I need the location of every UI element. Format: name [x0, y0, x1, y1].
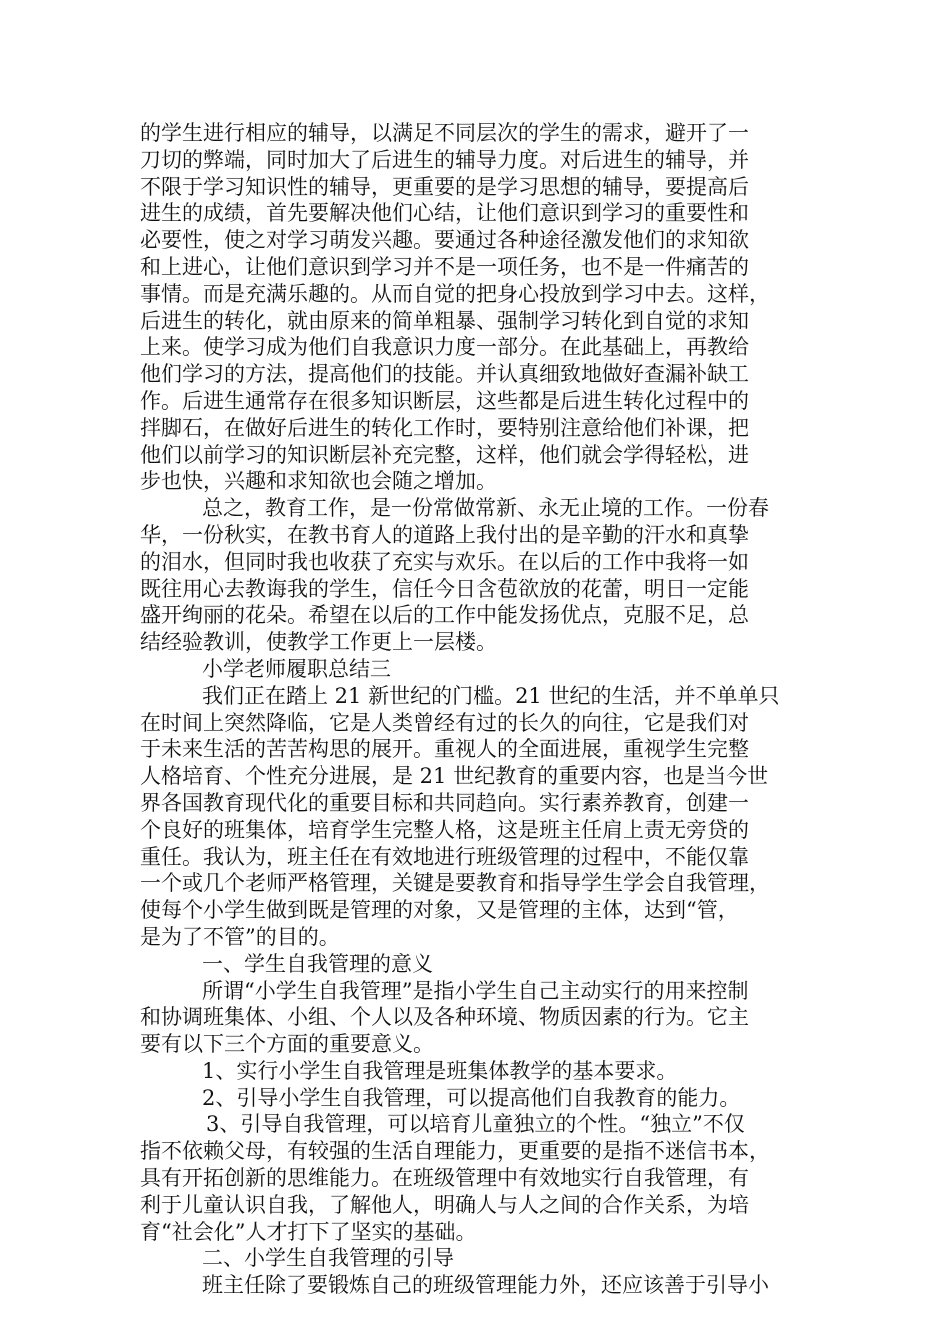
- text-line: 育“社会化”人才打下了坚实的基础。: [140, 1219, 477, 1244]
- text-line: 重任。我认为，班主任在有效地进行班级管理的过程中，不能仅靠: [140, 844, 749, 869]
- text-line: 他们以前学习的知识断层补充完整，这样，他们就会学得轻松，进: [140, 442, 749, 467]
- text-line: 和上进心，让他们意识到学习并不是一项任务，也不是一件痛苦的: [140, 254, 749, 279]
- document-body: [140, 120, 820, 1299]
- text-line: 既往用心去教诲我的学生，信任今日含苞欲放的花蕾，明日一定能: [140, 576, 749, 601]
- text-line: 不限于学习知识性的辅导，更重要的是学习思想的辅导，要提高后: [140, 174, 749, 199]
- text-line: 指不依赖父母，有较强的生活自理能力，更重要的是指不迷信书本，: [140, 1139, 770, 1164]
- text-line: 和协调班集体、小组、个人以及各种环境、物质因素的行为。它主: [140, 1005, 749, 1030]
- text-line: 必要性，使之对学习萌发兴趣。要通过各种途径激发他们的求知欲: [140, 228, 749, 253]
- text-line: 是为了不管”的目的。: [140, 924, 340, 949]
- text-line: 的泪水，但同时我也收获了充实与欢乐。在以后的工作中我将一如: [140, 549, 749, 574]
- text-line: 总之，教育工作，是一份常做常新、永无止境的工作。一份春: [202, 496, 769, 521]
- text-line: 一、学生自我管理的意义: [202, 951, 433, 976]
- text-line: 1、实行小学生自我管理是班集体教学的基本要求。: [202, 1058, 678, 1083]
- text-line: 人格培育、个性充分进展，是 21 世纪教育的重要内容，也是当今世: [140, 764, 769, 789]
- text-line: 后进生的转化，就由原来的简单粗暴、强制学习转化到自觉的求知: [140, 308, 749, 333]
- text-line: 于未来生活的苦苦构思的展开。重视人的全面进展，重视学生完整: [140, 737, 749, 762]
- text-line: 3、引导自我管理，可以培育儿童独立的个性。“独立”不仅: [206, 1112, 745, 1137]
- text-line: 小学老师履职总结三: [202, 656, 391, 681]
- text-line: 在时间上突然降临，它是人类曾经有过的长久的向往，它是我们对: [140, 710, 749, 735]
- text-line: 结经验教训，使教学工作更上一层楼。: [140, 630, 497, 655]
- text-line: 二、小学生自我管理的引导: [202, 1246, 454, 1271]
- text-line: 华，一份秋实，在教书育人的道路上我付出的是辛勤的汗水和真挚: [140, 522, 749, 547]
- text-line: 作。后进生通常存在很多知识断层，这些都是后进生转化过程中的: [140, 388, 749, 413]
- text-line: 具有开拓创新的思维能力。在班级管理中有效地实行自我管理，有: [140, 1166, 749, 1191]
- text-line: 班主任除了要锻炼自己的班级管理能力外，还应该善于引导小: [202, 1273, 769, 1298]
- text-line: 的学生进行相应的辅导，以满足不同层次的学生的需求，避开了一: [140, 121, 749, 145]
- text-line: 上来。使学习成为他们自我意识力度一部分。在此基础上，再教给: [140, 335, 749, 360]
- text-line: 一个或几个老师严格管理，关键是要教育和指导学生学会自我管理，: [140, 871, 770, 896]
- text-line: 要有以下三个方面的重要意义。: [140, 1032, 434, 1057]
- text-line: 盛开绚丽的花朵。希望在以后的工作中能发扬优点，克服不足，总: [140, 603, 749, 628]
- text-line: 进生的成绩，首先要解决他们心结，让他们意识到学习的重要性和: [140, 201, 749, 226]
- text-line: 2、引导小学生自我管理，可以提高他们自我教育的能力。: [202, 1085, 741, 1110]
- text-line: 使每个小学生做到既是管理的对象，又是管理的主体，达到“管，: [140, 898, 739, 923]
- text-line: 他们学习的方法，提高他们的技能。并认真细致地做好查漏补缺工: [140, 362, 749, 387]
- text-line: 步也快，兴趣和求知欲也会随之增加。: [140, 469, 497, 494]
- text-line: 界各国教育现代化的重要目标和共同趋向。实行素养教育，创建一: [140, 790, 749, 815]
- text-line: 刀切的弊端，同时加大了后进生的辅导力度。对后进生的辅导，并: [140, 147, 749, 172]
- text-line: 个良好的班集体，培育学生完整人格，这是班主任肩上责无旁贷的: [140, 817, 749, 842]
- text-line: 拌脚石，在做好后进生的转化工作时，要特别注意给他们补课，把: [140, 415, 749, 440]
- text-line: 我们正在踏上 21 新世纪的门槛。21 世纪的生活，并不单单只: [202, 683, 780, 708]
- text-line: 利于儿童认识自我，了解他人，明确人与人之间的合作关系，为培: [140, 1192, 749, 1217]
- text-line: 所谓“小学生自我管理”是指小学生自己主动实行的用来控制: [202, 978, 749, 1003]
- text-line: 事情。而是充满乐趣的。从而自觉的把身心投放到学习中去。这样，: [140, 281, 770, 306]
